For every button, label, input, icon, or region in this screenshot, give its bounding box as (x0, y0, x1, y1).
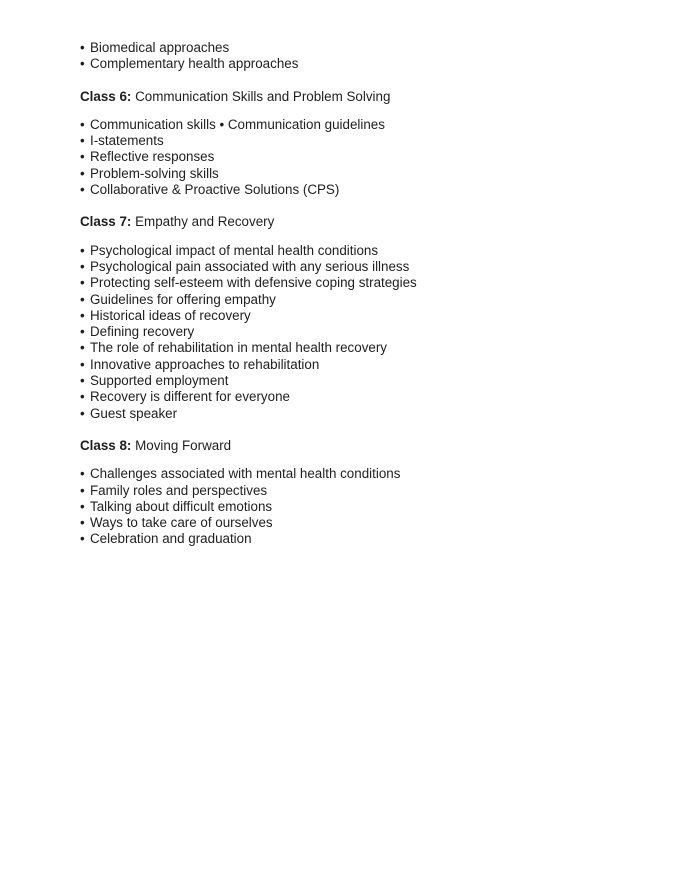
class-label: Class 8: (80, 437, 132, 453)
leading-bullet-list (80, 40, 640, 73)
list-item (80, 389, 640, 405)
bullet-icon: • (80, 405, 85, 421)
bullet-icon: • (80, 389, 85, 405)
bullet-icon: • (80, 307, 85, 323)
bullet-icon: • (80, 324, 85, 340)
list-item (80, 483, 640, 499)
list-item (80, 292, 640, 308)
list-item (80, 531, 640, 547)
section-bullet-list (80, 117, 640, 198)
list-item (80, 133, 640, 149)
list-item-text: Complementary health approaches (90, 56, 299, 72)
list-item (80, 373, 640, 389)
list-item (80, 149, 640, 165)
list-item (80, 357, 640, 373)
document-page (80, 40, 640, 548)
list-item (80, 117, 640, 133)
bullet-icon: • (80, 116, 85, 132)
list-item-text: Psychological pain associated with any serious illness (90, 258, 410, 274)
section-class-8 (80, 438, 640, 548)
list-item-text: I-statements (90, 133, 164, 149)
section-class-7 (80, 214, 640, 422)
list-item (80, 340, 640, 356)
list-item (80, 515, 640, 531)
list-item-text: Defining recovery (90, 324, 195, 340)
bullet-icon: • (80, 515, 85, 531)
list-item (80, 40, 640, 56)
list-item-text: Communication skills • Communication guidelines (90, 116, 385, 132)
list-item-text: Collaborative & Proactive Solutions (CPS) (90, 182, 340, 198)
list-item-text: The role of rehabilitation in mental health recovery (90, 340, 387, 356)
list-item-text: Historical ideas of recovery (90, 307, 251, 323)
list-item (80, 56, 640, 72)
class-label: Class 7: (80, 214, 132, 230)
bullet-icon: • (80, 373, 85, 389)
bullet-icon: • (80, 149, 85, 165)
list-item-text: Talking about difficult emotions (90, 498, 273, 514)
list-item-text: Challenges associated with mental health conditions (90, 466, 401, 482)
list-item-text: Guest speaker (90, 405, 178, 421)
class-title: Communication Skills and Problem Solving (135, 88, 391, 104)
bullet-icon: • (80, 56, 85, 72)
list-item-text: Biomedical approaches (90, 40, 230, 55)
list-item (80, 182, 640, 198)
bullet-icon: • (80, 340, 85, 356)
bullet-icon: • (80, 182, 85, 198)
list-item-text: Psychological impact of mental health conditions (90, 242, 379, 258)
class-title: Moving Forward (135, 437, 232, 453)
bullet-icon: • (80, 165, 85, 181)
bullet-icon: • (80, 291, 85, 307)
list-item (80, 466, 640, 482)
list-item-text: Ways to take care of ourselves (90, 515, 273, 531)
bullet-icon: • (80, 498, 85, 514)
list-item-text: Problem-solving skills (90, 165, 219, 181)
bullet-icon: • (80, 356, 85, 372)
list-item (80, 324, 640, 340)
section-heading (80, 438, 640, 454)
bullet-icon: • (80, 275, 85, 291)
bullet-icon: • (80, 531, 85, 547)
list-item-text: Supported employment (90, 373, 229, 389)
list-item (80, 308, 640, 324)
class-label: Class 6: (80, 88, 132, 104)
list-item-text: Family roles and perspectives (90, 482, 268, 498)
bullet-icon: • (80, 242, 85, 258)
list-item (80, 499, 640, 515)
list-item-text: Guidelines for offering empathy (90, 291, 276, 307)
list-item (80, 259, 640, 275)
list-item (80, 406, 640, 422)
list-item-text: Protecting self-esteem with defensive coping strategies (90, 275, 417, 291)
section-bullet-list (80, 243, 640, 422)
class-title: Empathy and Recovery (135, 214, 275, 230)
bullet-icon: • (80, 258, 85, 274)
list-item-text: Reflective responses (90, 149, 215, 165)
bullet-icon: • (80, 40, 85, 55)
list-item-text: Recovery is different for everyone (90, 389, 290, 405)
section-bullet-list (80, 466, 640, 547)
bullet-icon: • (80, 466, 85, 482)
section-heading (80, 89, 640, 105)
list-item-text: Celebration and graduation (90, 531, 252, 547)
list-item (80, 243, 640, 259)
list-item (80, 275, 640, 291)
bullet-icon: • (80, 133, 85, 149)
list-item (80, 166, 640, 182)
section-class-6 (80, 89, 640, 199)
section-heading (80, 214, 640, 230)
list-item-text: Innovative approaches to rehabilitation (90, 356, 320, 372)
bullet-icon: • (80, 482, 85, 498)
